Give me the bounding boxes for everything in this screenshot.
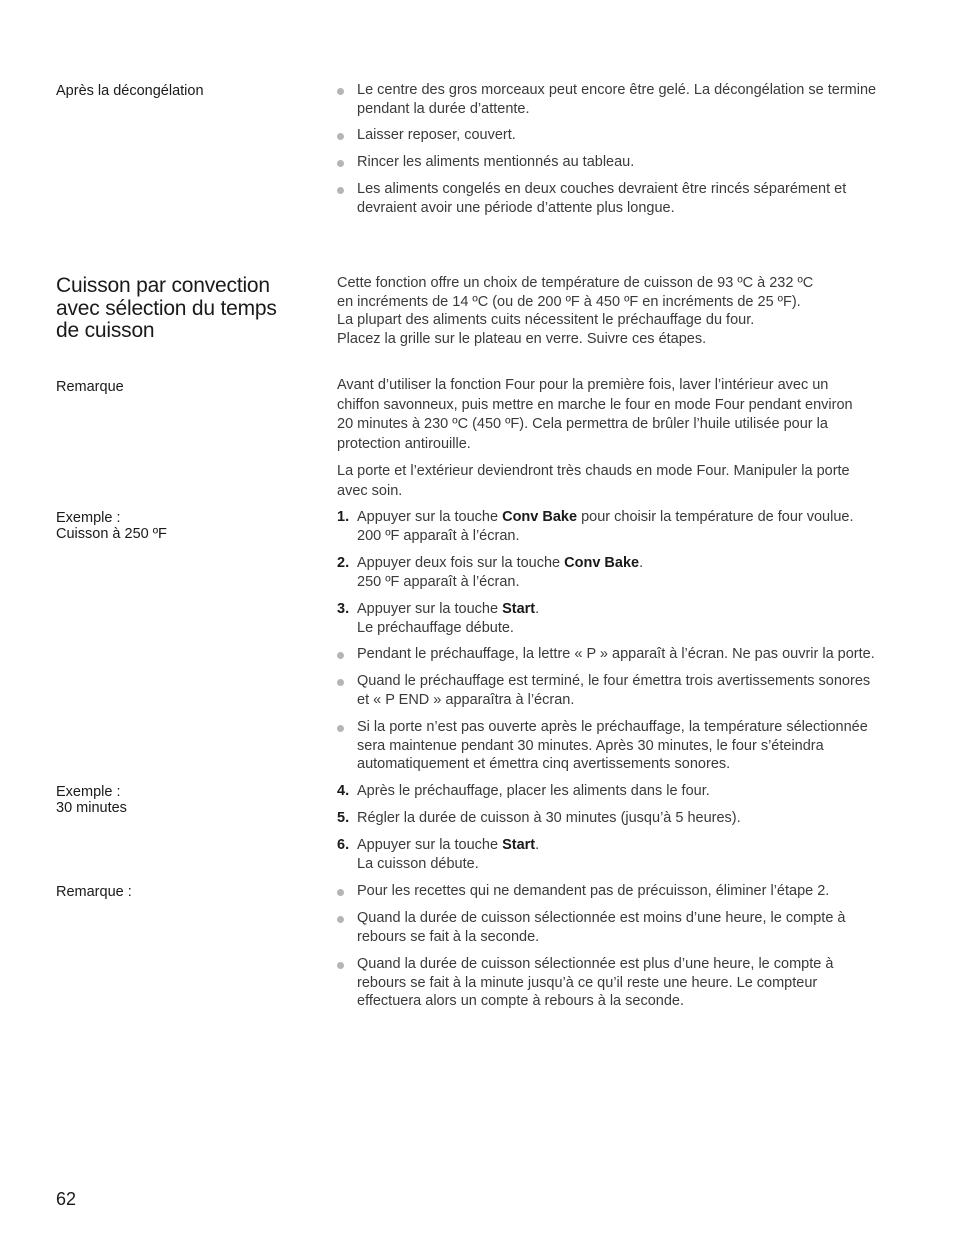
step-line: 200 ºF apparaît à l’écran. [357, 527, 520, 544]
label-text: Après la décongélation [56, 83, 204, 99]
porte-paragraph [337, 462, 850, 501]
remarque-paragraph [337, 376, 853, 454]
bullet-item [357, 718, 868, 774]
para-line: La plupart des aliments cuits nécessitent le préchauffage du four. [337, 312, 755, 328]
step-item [357, 809, 741, 828]
bullet-dot [337, 916, 344, 923]
bullet-item [357, 153, 634, 172]
label-text: Cuisson à 250 ºF [56, 526, 167, 542]
item-line: pendant la durée d’attente. [357, 100, 530, 117]
step-number: 1. [337, 509, 350, 525]
bullet-dot [337, 133, 344, 140]
step-text: . [639, 555, 644, 571]
step-number: 3. [337, 601, 350, 617]
para-line: Cette fonction offre un choix de température de cuisson de 93 ºC à 232 ºC [337, 275, 814, 291]
heading-line: de cuisson [56, 319, 155, 342]
item-line: automatiquement et émettra cinq avertissements sonores. [357, 756, 731, 772]
step-line: Après le préchauffage, placer les aliments dans le four. [357, 783, 710, 799]
step-text: Appuyer sur la touche [357, 601, 503, 617]
bullet-item [357, 180, 846, 217]
step-text: . [535, 601, 540, 617]
para-line: protection antirouille. [337, 435, 471, 452]
bullet-item [357, 909, 845, 946]
key-name: Conv Bake [502, 509, 578, 525]
step-item [357, 782, 710, 801]
intro-paragraph [337, 274, 813, 348]
step-text: pour choisir la température de four voulue. [577, 509, 854, 525]
key-name: Start [502, 601, 536, 617]
bullet-dot [337, 889, 344, 896]
step-text: Appuyer deux fois sur la touche [357, 555, 565, 571]
step-text: Appuyer sur la touche [357, 509, 503, 525]
item-line: Les aliments congelés en deux couches devraient être rincés séparément et [357, 181, 847, 197]
item-line: Laisser reposer, couvert. [357, 127, 516, 143]
item-line: et « P END » apparaîtra à l’écran. [357, 691, 575, 708]
item-line: Quand la durée de cuisson sélectionnée est moins d’une heure, le compte à [357, 910, 846, 926]
step-line [357, 554, 643, 573]
label-remarque [56, 379, 124, 395]
key-name: Start [502, 837, 536, 853]
step-item [357, 508, 854, 545]
bullet-dot [337, 652, 344, 659]
label-text: Remarque : [56, 884, 132, 900]
item-line: effectuera alors un compte à rebours à la seconde. [357, 993, 684, 1009]
item-line: Pendant le préchauffage, la lettre « P » apparaît à l’écran. Ne pas ouvrir la porte. [357, 646, 875, 662]
item-line: Pour les recettes qui ne demandent pas de précuisson, éliminer l’étape 2. [357, 883, 830, 899]
step-text: . [535, 837, 540, 853]
key-name: Conv Bake [564, 555, 640, 571]
bullet-dot [337, 725, 344, 732]
para-line: chiffon savonneux, puis mettre en marche le four en mode Four pendant environ [337, 396, 853, 413]
step-number: 5. [337, 810, 350, 826]
label-apres-decongelation [56, 83, 204, 99]
step-line: 250 ºF apparaît à l’écran. [357, 573, 520, 590]
step-number: 6. [337, 837, 350, 853]
section-heading [56, 275, 277, 343]
item-line: Quand la durée de cuisson sélectionnée est plus d’une heure, le compte à [357, 956, 834, 972]
label-exemple-250f [56, 510, 167, 542]
bullet-dot [337, 187, 344, 194]
para-line: 20 minutes à 230 ºC (450 ºF). Cela permettra de brûler l’huile utilisée pour la [337, 416, 828, 432]
step-line [357, 508, 854, 527]
step-line [357, 600, 539, 619]
step-text: Appuyer sur la touche [357, 837, 503, 853]
item-line: rebours se fait à la seconde. [357, 928, 540, 945]
heading-line: Cuisson par convection [56, 274, 270, 297]
para-line: avec soin. [337, 482, 403, 499]
label-remarque-2 [56, 884, 132, 900]
item-line: Rincer les aliments mentionnés au tableau. [357, 154, 635, 170]
bullet-item [357, 81, 876, 118]
bullet-item [357, 126, 516, 145]
item-line: rebours se fait à la minute jusqu’à ce qu’il reste une heure. Le compteur [357, 974, 818, 991]
label-text: Remarque [56, 379, 124, 395]
bullet-dot [337, 160, 344, 167]
step-item [357, 554, 643, 591]
step-line: La cuisson débute. [357, 855, 479, 872]
label-text: Exemple : [56, 784, 121, 800]
step-item [357, 600, 539, 637]
step-number: 2. [337, 555, 350, 571]
step-line: Le préchauffage débute. [357, 619, 514, 636]
step-line [357, 836, 539, 855]
bullet-item [357, 645, 875, 664]
bullet-item [357, 955, 833, 1011]
bullet-dot [337, 88, 344, 95]
bullet-item [357, 882, 829, 901]
item-line: Si la porte n’est pas ouverte après le préchauffage, la température sélectionnée [357, 719, 868, 735]
label-text: 30 minutes [56, 800, 127, 816]
heading-line: avec sélection du temps [56, 296, 277, 320]
para-line: Placez la grille sur le plateau en verre. Suivre ces étapes. [337, 330, 707, 347]
para-line: La porte et l’extérieur deviendront très chauds en mode Four. Manipuler la porte [337, 463, 850, 479]
page-number: 62 [56, 1189, 77, 1209]
step-number: 4. [337, 783, 350, 799]
para-line: Avant d’utiliser la fonction Four pour la première fois, laver l’intérieur avec un [337, 377, 829, 393]
item-line: sera maintenue pendant 30 minutes. Après 30 minutes, le four s’éteindra [357, 737, 824, 754]
bullet-dot [337, 962, 344, 969]
label-text: Exemple : [56, 510, 121, 526]
para-line: en incréments de 14 ºC (ou de 200 ºF à 450 ºF en incréments de 25 ºF). [337, 293, 801, 310]
item-line: Le centre des gros morceaux peut encore être gelé. La décongélation se termine [357, 82, 877, 98]
bullet-item [357, 672, 870, 709]
bullet-dot [337, 679, 344, 686]
step-line: Régler la durée de cuisson à 30 minutes (jusqu’à 5 heures). [357, 810, 741, 826]
label-exemple-30min [56, 784, 127, 816]
item-line: Quand le préchauffage est terminé, le four émettra trois avertissements sonores [357, 673, 871, 689]
step-item [357, 836, 539, 873]
item-line: devraient avoir une période d’attente plus longue. [357, 199, 675, 216]
